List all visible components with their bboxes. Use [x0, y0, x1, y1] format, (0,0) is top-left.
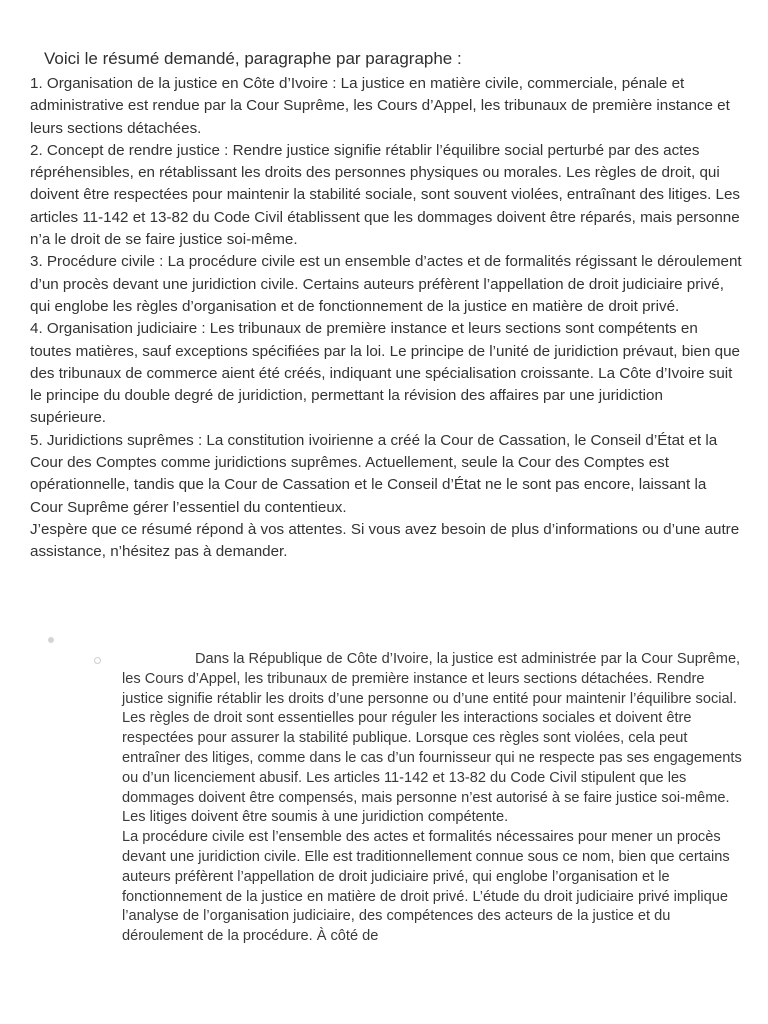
- paragraph-3: 3. Procédure civile : La procédure civile est un ensemble d’actes et de formalités régissant le déroulement d’un procès devant une juridiction civile. Certains auteurs préfèrent l’appellation de droit judiciaire privé, qui englobe les règles d’organisation et de fonctionnement de la justice en matière de droit privé.: [30, 253, 742, 315]
- summary-paragraphs: [30, 73, 742, 564]
- intro-line: Voici le résumé demandé, paragraphe par paragraphe :: [44, 49, 462, 68]
- paragraph-2: 2. Concept de rendre justice : Rendre justice signifie rétablir l’équilibre social perturbé par des actes répréhensibles, en rétablissant les droits des personnes physiques ou morales. Les règles de droit, qui doivent être respectées pour maintenir la stabilité sociale, sont souvent violées, entraînant des litiges. Les articles 11-142 et 13-82 du Code Civil établissent que les dommages doivent être réparés, mais personne n’a le droit de se faire justice soi-même.: [30, 141, 740, 249]
- bullet-dot-icon: [48, 637, 54, 643]
- nested-paragraph-1: Dans la République de Côte d’Ivoire, la justice est administrée par la Cour Suprême, les Cours d’Appel, les tribunaux de première instance et leurs sections détachées. Rendre justice signifie rétablir les droits d’une personne ou d’une entité pour maintenir l’équilibre social. Les règles de droit sont essentielles pour réguler les interactions sociales et doivent être respectées pour assurer la stabilité publique. Lorsque ces règles sont violées, cela peut entraîner des litiges, comme dans le cas d’un fournisseur qui ne respecte pas ses engagements ou d’un licenciement abusif. Les articles 11-142 et 13-82 du Code Civil stipulent que les dommages doivent être compensés, mais personne n’est autorisé à se faire justice soi-même. Les litiges doivent être soumis à une juridiction compétente.: [122, 651, 742, 826]
- paragraph-4: 4. Organisation judiciaire : Les tribunaux de première instance et leurs sections sont compétents en toutes matières, sauf exceptions spécifiées par la loi. Le principe de l’unité de juridiction prévaut, bien que des tribunaux de commerce aient été créés, indiquant une spécialisation croissante. La Côte d’Ivoire suit le principe du double degré de juridiction, permettant la révision des affaires par une juridiction supérieure.: [30, 320, 741, 427]
- nested-paragraph-2: La procédure civile est l’ensemble des actes et formalités nécessaires pour mener un procès devant une juridiction civile. Elle est traditionnellement connue sous ce nom, bien que certains auteurs préfèrent l’appellation de droit judiciaire privé, qui englobe l’organisation et le fonctionnement de la justice en matière de droit privé. L’étude du droit judiciaire privé implique l’analyse de l’organisation judiciaire, des compétences des acteurs de la justice et du déroulement de la procédure. À côté de: [122, 829, 730, 945]
- circle-bullet-icon: [94, 657, 101, 664]
- nested-list-item: [122, 650, 742, 947]
- closing-paragraph: J’espère que ce résumé répond à vos attentes. Si vous avez besoin de plus d’informations ou d’une autre assistance, n’hésitez pas à demander.: [30, 520, 740, 561]
- paragraph-1: 1. Organisation de la justice en Côte d’Ivoire : La justice en matière civile, commerciale, pénale et administrative est rendue par la Cour Suprême, les Cours d’Appel, les tribunaux de première instance et leurs sections détachées.: [30, 75, 730, 137]
- paragraph-5: 5. Juridictions suprêmes : La constitution ivoirienne a créé la Cour de Cassation, le Conseil d’État et la Cour des Comptes comme juridictions suprêmes. Actuellement, seule la Cour des Comptes est opérationnelle, tandis que la Cour de Cassation et le Conseil d’État ne le sont pas encore, laissant la Cour Suprême gérer l’essentiel du contentieux.: [30, 431, 718, 516]
